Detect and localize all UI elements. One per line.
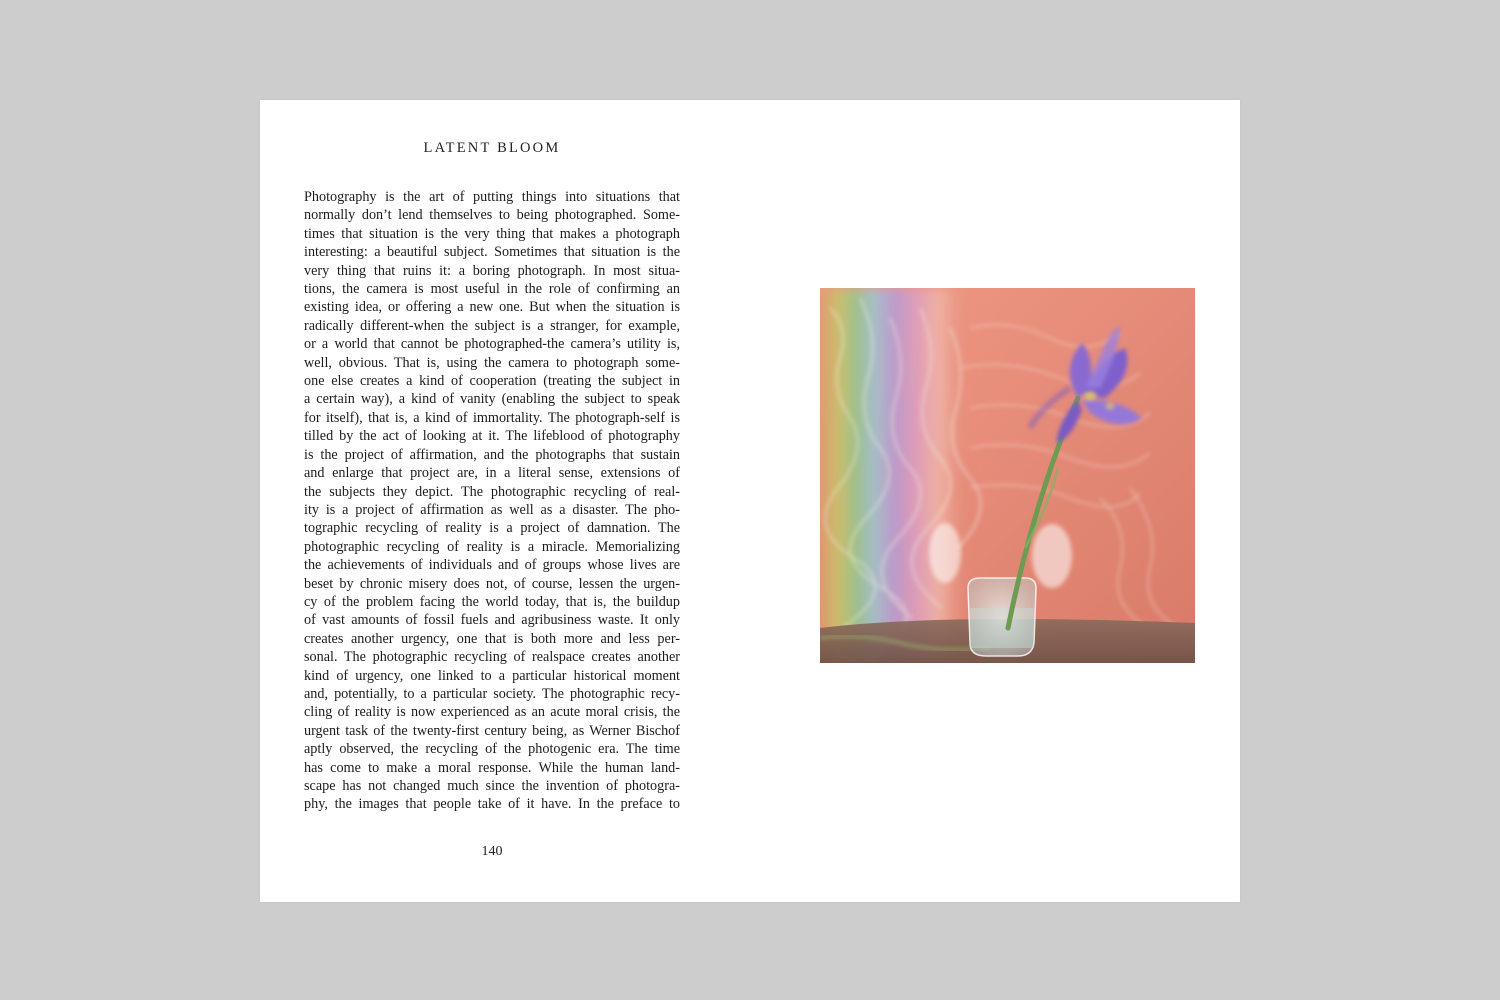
- body-text-line: interesting: a beautiful subject. Sometimes that situation is the: [304, 244, 680, 261]
- body-text-line: one else creates a kind of cooperation (treating the subject in: [304, 373, 680, 390]
- body-text-line: for itself), that is, a kind of immortality. The photograph-self is: [304, 409, 680, 426]
- body-text-line: Photography is the art of putting things into situations that: [304, 189, 680, 205]
- body-text-line: ity is a project of affirmation as well as a disaster. The pho-: [304, 501, 680, 518]
- body-text-line: a certain way), a kind of vanity (enabling the subject to speak: [304, 391, 680, 408]
- iris-photograph-image: [820, 288, 1195, 663]
- body-text-line: the subjects they depict. The photographic recycling of real-: [304, 483, 680, 500]
- body-text-line: tilled by the act of looking at it. The lifeblood of photography: [304, 428, 680, 445]
- body-text-line: and enlarge that project are, in a literal sense, extensions of: [304, 465, 680, 482]
- body-text-line: times that situation is the very thing that makes a photograph: [304, 225, 680, 242]
- body-text-line: the achievements of individuals and of groups whose lives are: [304, 557, 680, 574]
- body-text-line: beset by chronic misery does not, of course, lessen the urgen-: [304, 575, 680, 592]
- body-text-line: very thing that ruins it: a boring photograph. In most situa-: [304, 262, 680, 279]
- body-text-line: well, obvious. That is, using the camera to photograph some-: [304, 354, 680, 371]
- body-text-line: urgent task of the twenty-first century being, as Werner Bischof: [304, 722, 680, 739]
- body-text: [304, 188, 680, 814]
- body-text-line: cy of the problem facing the world today, that is, the buildup: [304, 593, 680, 610]
- iris-photograph: [820, 288, 1195, 663]
- body-text-line: of vast amounts of fossil fuels and agribusiness waste. It only: [304, 612, 680, 629]
- running-head: LATENT BLOOM: [423, 140, 561, 156]
- book-spread: [260, 100, 1240, 902]
- body-text-line: scape has not changed much since the invention of photogra-: [304, 778, 680, 794]
- body-text-line: normally don’t lend themselves to being photographed. Some-: [304, 207, 680, 224]
- body-text-line: radically different-when the subject is a stranger, for example,: [304, 317, 680, 334]
- body-text-line: kind of urgency, one linked to a particular historical moment: [304, 667, 680, 684]
- body-text-line: photographic recycling of reality is a miracle. Memorializing: [304, 538, 680, 555]
- body-text-line: has come to make a moral response. While the human land-: [304, 759, 680, 776]
- body-text-line: tographic recycling of reality is a project of damnation. The: [304, 520, 680, 537]
- page-number: 140: [481, 844, 503, 859]
- body-text-line: sonal. The photographic recycling of realspace creates another: [304, 649, 680, 666]
- body-text-line: creates another urgency, one that is both more and less per-: [304, 630, 680, 647]
- body-text-line: or a world that cannot be photographed-the camera’s utility is,: [304, 336, 680, 353]
- body-text-line: cling of reality is now experienced as an acute moral crisis, the: [304, 704, 680, 721]
- body-text-line: tions, the camera is most useful in the role of confirming an: [304, 281, 680, 298]
- body-text-line: existing idea, or offering a new one. But when the situation is: [304, 299, 680, 316]
- body-text-line: and, potentially, to a particular society. The photographic recy-: [304, 685, 680, 702]
- body-text-line: aptly observed, the recycling of the photogenic era. The time: [304, 741, 680, 758]
- body-text-line: is the project of affirmation, and the photographs that sustain: [304, 446, 680, 463]
- body-text-line: phy, the images that people take of it have. In the preface to: [304, 796, 680, 813]
